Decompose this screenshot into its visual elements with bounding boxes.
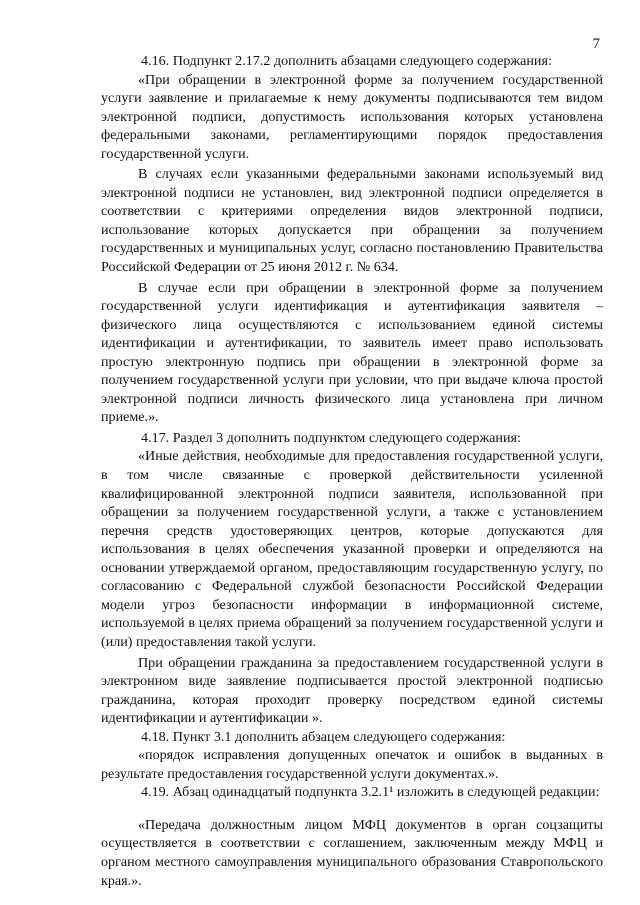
paragraph-4-19: 4.19. Абзац одинадцатый подпункта 3.2.1¹ изложить в следующей редакции:	[141, 784, 600, 801]
page-number: 7	[592, 36, 600, 52]
paragraph-quote-esign: «При обращении в электронной форме за получением государственной услуги заявление и прилагаемые к нему документы подписываются тем видом электронной подписи, допустимость использования которых установлена федеральными законами, регламентирующими порядок предоставления государственной услуги.	[101, 71, 603, 162]
paragraph-simple-esign: В случае если при обращении в электронной форме за получением государственной услуги идентификация и аутентификация заявителя – физического лица осуществляются с использованием единой системы идентификации и аутентификации, то заявитель имеет право использовать простую электронную подпись при обращении в электронной форме за получением государственной услуги при условии, что при выдаче ключа простой электронной подписи личность физического лица установлена при личном приеме.».	[101, 279, 603, 426]
paragraph-quote-typo-correction: «порядок исправления допущенных опечаток и ошибок в выданных в результате предоставления государственной услуги документах.».	[101, 747, 603, 782]
paragraph-esign-criteria: В случаях если указанными федеральными законами используемый вид электронной подписи не установлен, вид электронной подписи определяется в соответствии с критериями определения видов электронной подписи, использование которых допускается при обращении за получением государственных и муниципальных услуг, согласно постановлению Правительства Российской Федерации от 25 июня 2012 г. № 634.	[101, 166, 603, 276]
paragraph-4-17: 4.17. Раздел 3 дополнить подпунктом следующего содержания:	[141, 429, 521, 446]
paragraph-citizen-signature: При обращении гражданина за предоставлением государственной услуги в электронном виде заявление подписывается простой электронной подписью гражданина, которая проходит проверку посредством единой системы идентификации и аутентификации ».	[101, 654, 603, 727]
paragraph-quote-mfc-transfer: «Передача должностным лицом МФЦ документов в орган соцзащиты осуществляется в соответствии с соглашением, заключенным между МФЦ и органом местного самоуправления муниципального образования Ставропольского края.».	[101, 816, 603, 889]
document-body	[101, 52, 603, 890]
paragraph-4-16: 4.16. Подпункт 2.17.2 дополнить абзацами следующего содержания:	[141, 53, 552, 69]
paragraph-quote-other-actions: «Иные действия, необходимые для предоставления государственной услуги, в том числе связанные с проверкой действительности усиленной квалифицированной электронной подписи заявителя, использованной при обращении за получением государственной услуги, а также с установлением перечня средств удостоверяющих центров, которые допускаются для использования в целях обеспечения указанной проверки и определяются на основании утверждаемой органом, предоставляющим государственную услугу, по согласованию с Федеральной службой безопасности Российской Федерации модели угроз безопасности информации в информационной системе, используемой в целях приема обращений за получением государственной услуги и (или) предоставления такой услуги.	[101, 448, 603, 650]
paragraph-4-18: 4.18. Пункт 3.1 дополнить абзацем следующего содержания:	[141, 728, 506, 745]
